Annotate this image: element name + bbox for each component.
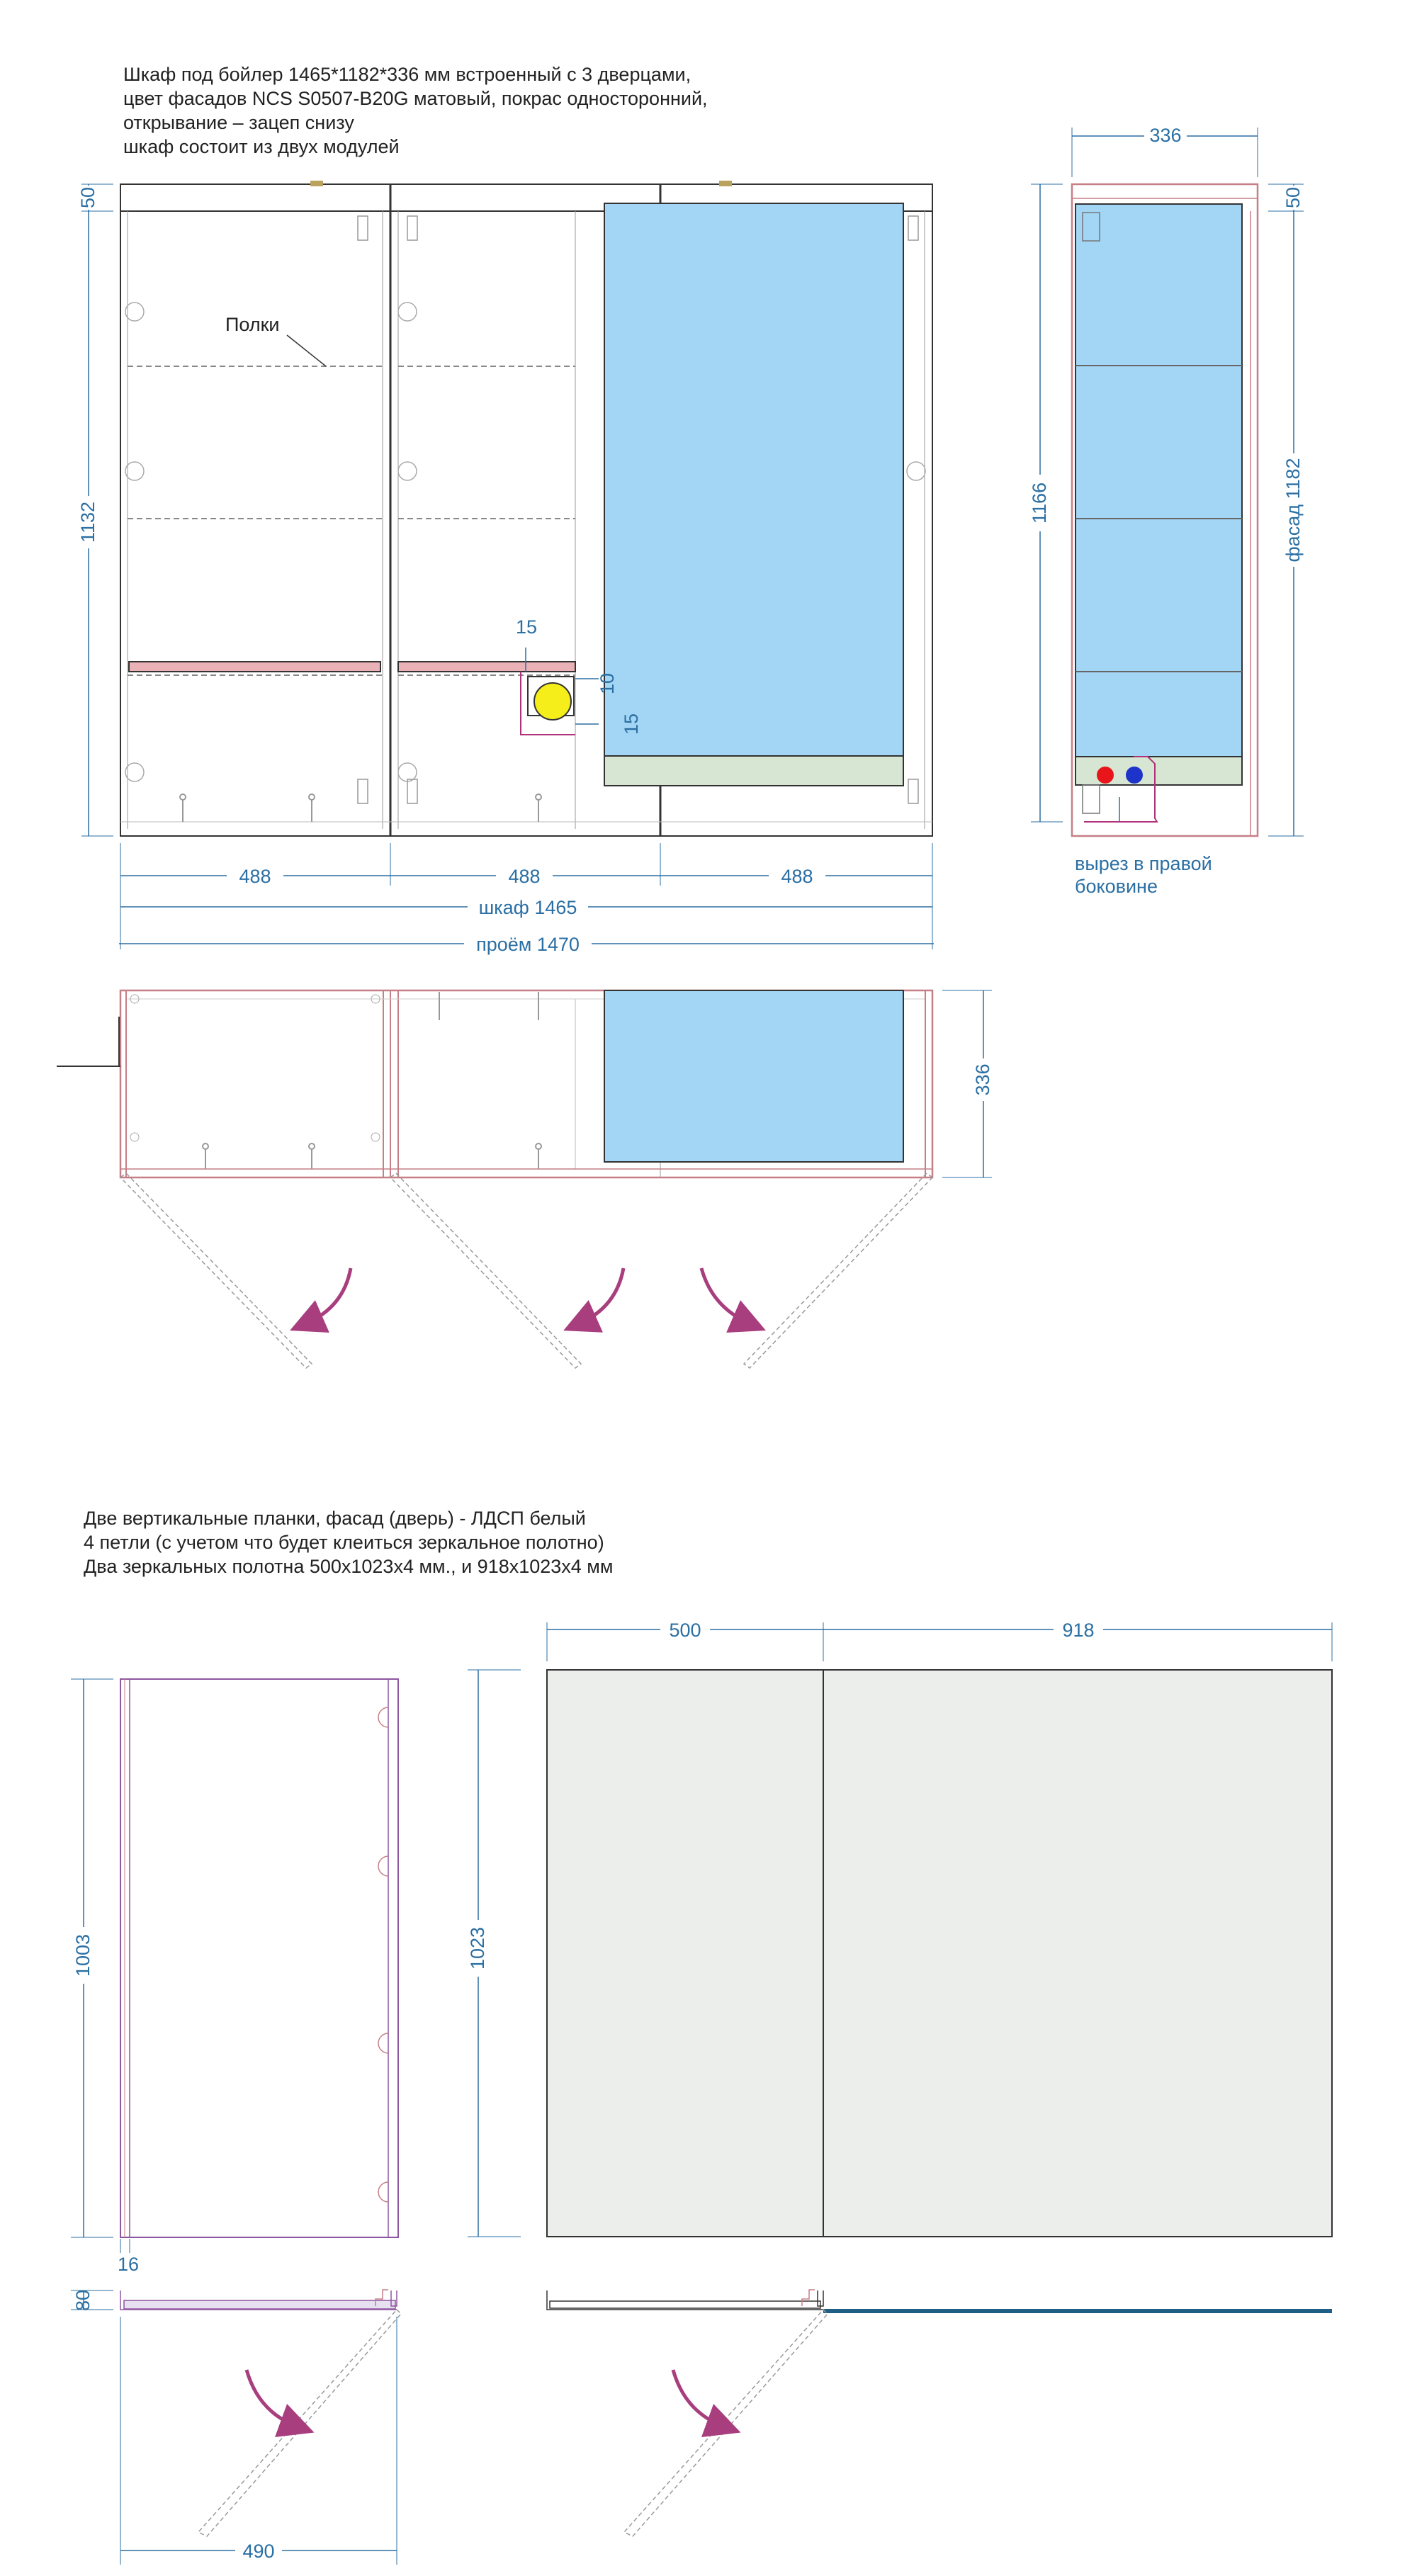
top-handle-1 (310, 181, 323, 186)
shelf-pink-left (129, 662, 380, 672)
door-width-dim: 490 (242, 2541, 275, 2562)
dim-col-1: 488 (239, 866, 271, 887)
door-section-swing (198, 2310, 401, 2536)
plan-glass-panel (604, 990, 903, 1162)
bottom-note-line-1: Две вертикальные планки, фасад (дверь) - ЛДСП белый (84, 1508, 586, 1529)
top-note-line-4: шкаф состоит из двух модулей (123, 136, 400, 157)
plan-door-swing-1 (120, 1173, 312, 1368)
side-cutout-note-1: вырез в правой (1075, 853, 1212, 874)
mirror-width-left-dim: 500 (669, 1620, 701, 1641)
side-cutout-note-2: боковине (1075, 876, 1158, 897)
mirror-panel-view (464, 1618, 1332, 2536)
door-edge-dim: 16 (118, 2254, 140, 2275)
shelf-pink-middle (398, 662, 575, 672)
swing-arrow-2 (580, 1268, 623, 1323)
cutout-dim-c: 15 (621, 713, 642, 735)
front-green-strip (604, 756, 903, 786)
side-top-gap-dim: 50 (1282, 186, 1304, 209)
cutout-dim-a: 15 (516, 616, 538, 638)
pipe-blue (1126, 767, 1143, 784)
front-glass-panel (604, 203, 903, 756)
top-handle-2 (719, 181, 732, 186)
swing-arrow-1 (306, 1268, 351, 1323)
mirror-height-dim: 1023 (467, 1926, 489, 1970)
front-view (74, 181, 934, 955)
mirror-width-right-dim: 918 (1062, 1620, 1095, 1641)
shelves-label: Полки (225, 314, 280, 335)
side-glass-panel (1076, 204, 1242, 757)
front-height-dim: 1132 (77, 501, 99, 543)
mirror-small (547, 1670, 823, 2237)
front-top-gap-dim: 50 (77, 186, 99, 209)
plan-depth-dim: 336 (972, 1063, 994, 1096)
top-note-line-3: открывание – зацеп снизу (123, 112, 354, 133)
side-view (1026, 125, 1308, 897)
mirror-swing-arrow (673, 2370, 724, 2427)
dim-col-3: 488 (781, 866, 813, 887)
bottom-note-line-3: Два зеркальных полотна 500х1023х4 мм., и 918х1023х4 мм (84, 1556, 614, 1577)
pipe-red (1097, 767, 1114, 784)
mirror-large (823, 1670, 1332, 2237)
plan-door-swing-3 (744, 1173, 932, 1368)
plan-door-swing-2 (390, 1173, 581, 1368)
door-panel-outline (120, 1679, 398, 2237)
door-depth-dim: 80 (72, 2289, 94, 2312)
mirror-section-swing (624, 2310, 828, 2536)
door-height-dim: 1003 (72, 1933, 94, 1977)
side-height-dim: 1166 (1029, 482, 1051, 524)
top-note-line-2: цвет фасадов NCS S0507-B20G матовый, покрас односторонний, (123, 88, 708, 109)
dim-col-2: 488 (508, 866, 541, 887)
boiler-circle (534, 683, 571, 720)
side-depth-dim: 336 (1149, 125, 1182, 146)
door-panel-view (69, 1679, 401, 2565)
bottom-note-line-2: 4 петли (с учетом что будет клеиться зеркальное полотно) (84, 1532, 604, 1553)
swing-arrow-3 (701, 1268, 750, 1323)
door-swing-arrow (247, 2370, 298, 2427)
dim-cabinet-width: шкаф 1465 (478, 897, 577, 918)
top-note-line-1: Шкаф под бойлер 1465*1182*336 мм встроенный с 3 дверцами, (123, 64, 691, 85)
plan-view (57, 990, 998, 1368)
dim-opening-width: проём 1470 (476, 934, 580, 955)
cutout-dim-b: 10 (597, 672, 618, 695)
side-facade-dim: фасад 1182 (1282, 458, 1304, 563)
